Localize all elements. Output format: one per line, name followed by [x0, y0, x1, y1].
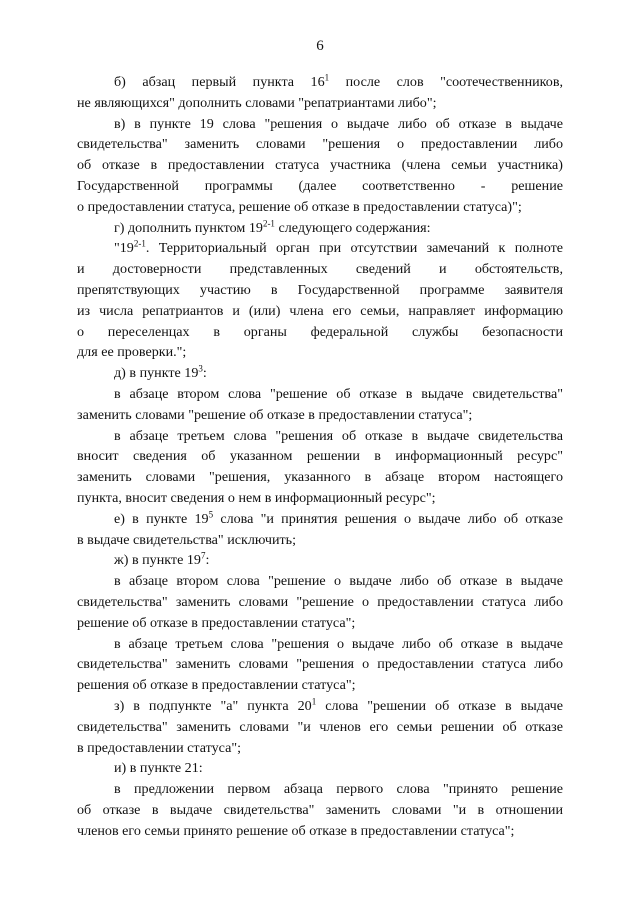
- text-run: в предоставлении статуса";: [77, 739, 242, 756]
- text-run: :: [205, 552, 210, 569]
- superscript: 1: [311, 696, 317, 707]
- text-run: г) дополнить пунктом 19: [114, 219, 263, 236]
- text-run: . Территориальный орган при отсутствии замечаний к полноте: [145, 240, 563, 257]
- text-run: слова "решении об отказе в выдаче: [316, 697, 563, 714]
- text-run: об отказе в выдаче свидетельства" заменить словами "и в отношении: [77, 801, 563, 818]
- text-line: [77, 384, 563, 405]
- text-run: после слов "соотечественников,: [329, 74, 564, 90]
- text-run: в предложении первом абзаца первого слова "принято решение: [114, 781, 563, 798]
- text-run: и достоверности представленных сведений и обстоятельств,: [77, 261, 563, 278]
- text-run: решения об отказе в предоставлении статуса";: [77, 677, 356, 694]
- text-line: [77, 426, 563, 447]
- superscript: 3: [198, 363, 203, 374]
- text-line: [77, 592, 563, 613]
- text-line: [77, 717, 563, 738]
- text-line: [77, 613, 563, 634]
- text-line: [77, 446, 563, 467]
- text-line: [77, 134, 563, 155]
- text-run: заменить словами "решение об отказе в предоставлении статуса";: [77, 406, 473, 423]
- text-run: об отказе в предоставлении статуса участника (члена семьи участника): [77, 157, 563, 174]
- page-number: 6: [316, 38, 324, 54]
- text-run: свидетельства" заменить словами "решение о предоставлении статуса либо: [77, 593, 563, 610]
- text-line: [77, 259, 563, 280]
- text-line: [77, 218, 563, 239]
- text-run: з) в подпункте "а" пункта 20: [114, 697, 312, 714]
- superscript: 2-1: [133, 238, 146, 249]
- text-line: [77, 509, 563, 530]
- text-run: заменить словами "решения, указанного в абзаце втором настоящего: [77, 469, 563, 486]
- text-run: свидетельства" заменить словами "решения о предоставлении либо: [77, 136, 563, 153]
- text-line: [77, 197, 563, 218]
- text-line: [77, 675, 563, 696]
- text-line: [77, 363, 563, 384]
- text-line: [77, 155, 563, 176]
- text-line: [77, 93, 563, 114]
- text-line: [77, 738, 563, 759]
- text-run: решение об отказе в предоставлении статуса";: [77, 614, 356, 631]
- text-run: в) в пункте 19 слова "решения о выдаче либо об отказе в выдаче: [114, 115, 563, 132]
- text-run: не являющихся" дополнить словами "репатриантами либо";: [77, 94, 437, 111]
- text-run: для ее проверки.";: [77, 344, 187, 361]
- text-line: [77, 800, 563, 821]
- text-line: [77, 488, 563, 509]
- text-line: [77, 405, 563, 426]
- text-line: [77, 779, 563, 800]
- text-line: [77, 238, 563, 259]
- text-line: [77, 550, 563, 571]
- text-run: в абзаце втором слова "решение о выдаче либо об отказе в выдаче: [114, 573, 563, 590]
- text-run: б) абзац первый пункта 16: [114, 74, 325, 90]
- text-run: препятствующих участию в Государственной программе заявителя: [77, 281, 563, 298]
- text-line: [77, 72, 563, 93]
- text-line: [77, 467, 563, 488]
- text-run: слова "и принятия решения о выдаче либо об отказе: [213, 510, 563, 527]
- text-run: о переселенцах в органы федеральной службы безопасности: [77, 323, 563, 340]
- text-line: [77, 571, 563, 592]
- text-run: следующего содержания:: [274, 219, 431, 236]
- text-line: [77, 530, 563, 551]
- text-run: свидетельства" заменить словами "и членов его семьи решении об отказе: [77, 718, 563, 735]
- text-line: [77, 696, 563, 717]
- text-run: пункта, вносит сведения о нем в информационный ресурс";: [77, 489, 436, 506]
- text-run: свидетельства" заменить словами "решения о предоставлении статуса либо: [77, 656, 563, 673]
- text-run: :: [202, 365, 207, 382]
- text-line: [77, 821, 563, 842]
- superscript: 7: [200, 550, 206, 561]
- text-line: [77, 342, 563, 363]
- superscript: 5: [208, 509, 214, 520]
- text-run: из числа репатриантов и (или) члена его семьи, направляет информацию: [77, 302, 563, 319]
- text-run: о предоставлении статуса, решение об отказе в предоставлении статуса)";: [77, 198, 522, 215]
- text-line: [77, 301, 563, 322]
- text-run: членов его семьи принято решение об отказе в предоставлении статуса";: [77, 822, 515, 839]
- text-line: [77, 634, 563, 655]
- text-run: в абзаце третьем слова "решения об отказе в выдаче свидетельства: [114, 427, 563, 444]
- text-run: в абзаце третьем слова "решения о выдаче либо об отказе в выдаче: [114, 635, 563, 652]
- superscript: 2-1: [262, 217, 275, 228]
- text-run: е) в пункте 19: [114, 510, 209, 527]
- text-line: [77, 654, 563, 675]
- text-run: и) в пункте 21:: [114, 760, 203, 777]
- text-run: д) в пункте 19: [114, 365, 199, 382]
- text-run: Государственной программы (далее соответственно - решение: [77, 177, 563, 194]
- text-line: [77, 758, 563, 779]
- text-run: вносит сведения об указанном решении в информационный ресурс": [77, 448, 563, 465]
- text-line: [77, 280, 563, 301]
- text-run: "19: [114, 240, 134, 257]
- text-run: ж) в пункте 19: [114, 552, 201, 569]
- text-line: [77, 114, 563, 135]
- text-run: в выдаче свидетельства" исключить;: [77, 531, 297, 548]
- document-body: [77, 72, 563, 841]
- superscript: 1: [324, 72, 330, 83]
- text-run: в абзаце втором слова "решение об отказе в выдаче свидетельства": [114, 385, 563, 402]
- text-line: [77, 176, 563, 197]
- text-line: [77, 322, 563, 343]
